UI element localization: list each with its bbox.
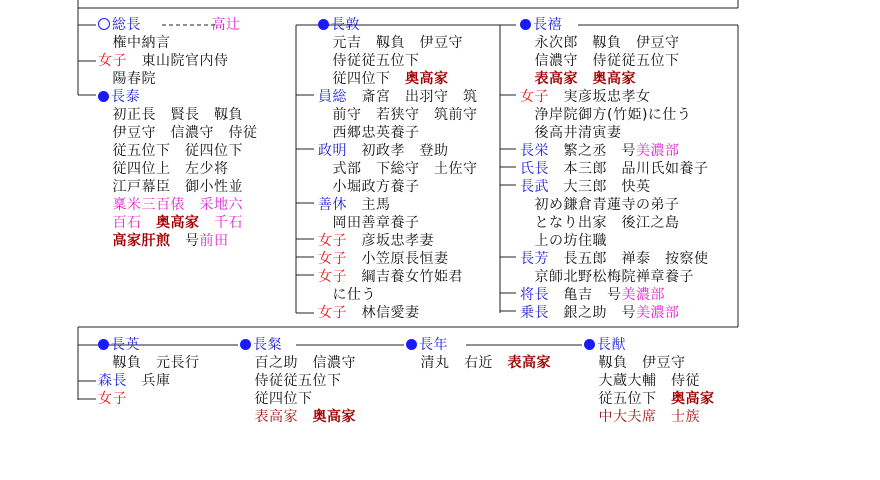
- node-text-line: [98, 124, 258, 142]
- person-name: 長粲: [253, 337, 282, 353]
- node-text: 西郷忠英養子: [318, 125, 420, 141]
- heir-dot-icon: [240, 339, 251, 350]
- node-text-line: [240, 336, 282, 354]
- node-text: 小笠原長恒妻: [347, 251, 449, 267]
- node-text: 彦坂忠孝妻: [347, 233, 434, 249]
- node-text-line: [318, 304, 420, 322]
- node-text-line: [520, 70, 636, 88]
- person-name: 長栄: [520, 143, 549, 159]
- person-name: 長年: [419, 337, 448, 353]
- node-text-line: [520, 304, 680, 322]
- node-text: に仕う: [318, 287, 376, 303]
- person-name: 長芳: [520, 251, 549, 267]
- node-text: 本三郎 品川氏如養子: [549, 161, 709, 177]
- person-name: 長泰: [111, 89, 140, 105]
- node-text: 百之助 信濃守: [240, 355, 356, 371]
- node-text-line: [584, 390, 715, 408]
- node-text: 美濃部: [621, 287, 665, 303]
- node-text: 斎宮 出羽守 筑: [347, 89, 478, 105]
- node-text: 岡田善章養子: [318, 215, 420, 231]
- node-text: 初政孝 登助: [347, 143, 449, 159]
- node-text: 浄岸院御方(竹姫)に仕う: [520, 107, 692, 123]
- person-name: 氏長: [520, 161, 549, 177]
- node-text: 京師北野松梅院禅章養子: [520, 269, 694, 285]
- person-name: 乗長: [520, 305, 549, 321]
- node-text: 銀之助 号: [549, 305, 636, 321]
- daughter-label: 女子: [318, 305, 347, 321]
- adopted-ring-icon: [98, 18, 110, 30]
- node-text: 奥高家: [405, 71, 449, 87]
- node-text-line: [98, 70, 156, 88]
- heir-dot-icon: [406, 339, 417, 350]
- node-text: 小堀政方養子: [318, 179, 420, 195]
- node-text: 大蔵大輔 侍従: [584, 373, 700, 389]
- node-text: 表高家: [240, 409, 313, 425]
- node-text: 奥高家: [671, 391, 715, 407]
- node-text: 靱負 伊豆守: [584, 355, 686, 371]
- node-text: 従五位下 従四位下: [98, 143, 243, 159]
- node-text-line: [98, 196, 243, 214]
- node-text-line: [240, 354, 356, 372]
- node-text-line: [98, 106, 243, 124]
- daughter-label: 女子: [98, 391, 127, 407]
- node-text: 江戸幕臣 御小性並: [98, 179, 243, 195]
- node-text: 前田: [199, 233, 229, 249]
- node-text: 後高井清寅妻: [520, 125, 622, 141]
- node-text-line: [98, 390, 127, 408]
- node-text-line: [318, 142, 449, 160]
- heir-dot-icon: [98, 91, 109, 102]
- node-text: 高辻: [211, 17, 241, 33]
- node-text: 千石: [199, 215, 243, 231]
- node-text-line: [98, 142, 243, 160]
- daughter-label: 女子: [318, 269, 347, 285]
- node-text: 式部 下総守 土佐守: [318, 161, 478, 177]
- node-text: 靱負 元長行: [98, 355, 200, 371]
- node-text-line: [584, 354, 686, 372]
- node-text-line: [520, 250, 709, 268]
- node-text-line: [98, 354, 200, 372]
- node-text-line: [318, 232, 434, 250]
- person-name: 長英: [111, 337, 140, 353]
- node-text: 稟米三百俵 采地六: [98, 197, 243, 213]
- heir-dot-icon: [520, 19, 531, 30]
- node-text-line: [98, 372, 171, 390]
- node-text-line: [318, 124, 420, 142]
- node-text-line: [240, 408, 356, 426]
- node-text: [141, 17, 156, 33]
- node-text-line: [98, 16, 241, 34]
- node-text: 亀吉 号: [549, 287, 622, 303]
- node-text: 奥高家: [156, 215, 200, 231]
- node-text-line: [520, 106, 691, 124]
- person-name: 森長: [98, 373, 127, 389]
- node-text: 長五郎 禅泰 按察使: [549, 251, 709, 267]
- node-text: となり出家 後江之島: [520, 215, 680, 231]
- node-text-line: [98, 34, 171, 52]
- node-text: 上の坊住職: [520, 233, 607, 249]
- node-text-line: [98, 178, 243, 196]
- node-text-line: [520, 16, 562, 34]
- node-text-line: [318, 160, 478, 178]
- node-text: 権中納言: [98, 35, 171, 51]
- node-text: 初め鎌倉青蓮寺の弟子: [520, 197, 680, 213]
- node-text-line: [520, 160, 709, 178]
- node-text: 実彦坂忠孝女: [549, 89, 651, 105]
- node-text: 兵庫: [127, 373, 171, 389]
- node-text-line: [318, 52, 420, 70]
- node-text: 美濃部: [636, 143, 680, 159]
- node-text-line: [520, 268, 694, 286]
- node-text: 従四位下: [240, 391, 313, 407]
- node-text: 従四位下: [318, 71, 405, 87]
- node-text-line: [98, 52, 229, 70]
- node-text-line: [240, 372, 342, 390]
- node-text: 従五位下: [584, 391, 671, 407]
- node-text-line: [520, 34, 680, 52]
- daughter-label: 女子: [98, 53, 127, 69]
- node-text-line: [318, 214, 420, 232]
- person-name: 長禧: [533, 17, 562, 33]
- node-text: 高家肝煎: [98, 233, 171, 249]
- node-text-line: [318, 250, 449, 268]
- node-text: 繁之丞 号: [549, 143, 636, 159]
- node-text-line: [98, 232, 229, 250]
- node-text: 侍従従五位下: [240, 373, 342, 389]
- node-text-line: [520, 124, 622, 142]
- node-text: 表高家 奥高家: [520, 71, 636, 87]
- node-text: 主馬: [347, 197, 391, 213]
- node-text-line: [520, 196, 680, 214]
- node-text: 従四位上 左少将: [98, 161, 229, 177]
- node-text-line: [584, 336, 626, 354]
- node-text: 東山院官内侍: [127, 53, 229, 69]
- node-text-line: [520, 88, 651, 106]
- node-text-line: [98, 214, 243, 232]
- node-text: 中大夫席 士族: [584, 409, 700, 425]
- node-text: 綱吉養女竹姫君: [347, 269, 463, 285]
- node-text-line: [98, 160, 229, 178]
- node-text: 奥高家: [312, 409, 356, 425]
- person-name: 長敦: [331, 17, 360, 33]
- node-text-line: [584, 408, 700, 426]
- node-text: 陽春院: [98, 71, 156, 87]
- node-text: 信濃守 侍従従五位下: [520, 53, 680, 69]
- node-text-line: [520, 214, 680, 232]
- heir-dot-icon: [318, 19, 329, 30]
- daughter-label: 女子: [318, 233, 347, 249]
- node-text-line: [240, 390, 313, 408]
- node-text-line: [98, 88, 140, 106]
- node-text-line: [318, 88, 478, 106]
- node-text: 侍従従五位下: [318, 53, 420, 69]
- node-text-line: [318, 106, 478, 124]
- node-text: 林信愛妻: [347, 305, 420, 321]
- node-text-line: [318, 178, 420, 196]
- node-text-line: [520, 286, 665, 304]
- node-text: 大三郎 快英: [549, 179, 651, 195]
- node-text: 美濃部: [636, 305, 680, 321]
- person-name: 政明: [318, 143, 347, 159]
- node-text-line: [318, 268, 463, 286]
- node-text-line: [318, 16, 360, 34]
- person-name: 将長: [520, 287, 549, 303]
- node-text: 前守 若狭守 筑前守: [318, 107, 478, 123]
- daughter-label: 女子: [520, 89, 549, 105]
- node-text: 号: [170, 233, 200, 249]
- node-text-line: [520, 178, 651, 196]
- person-name: 長猷: [597, 337, 626, 353]
- node-text-line: [520, 52, 680, 70]
- node-text: 初正長 賢長 靱負: [98, 107, 243, 123]
- node-text: 百石: [98, 215, 156, 231]
- heir-dot-icon: [98, 339, 109, 350]
- node-text: 伊豆守 信濃守 侍従: [98, 125, 258, 141]
- node-text-line: [318, 34, 463, 52]
- node-text-line: [318, 196, 391, 214]
- heir-dot-icon: [584, 339, 595, 350]
- node-text-line: [318, 286, 376, 304]
- daughter-label: 女子: [318, 251, 347, 267]
- node-text-line: [406, 336, 448, 354]
- node-text-line: [584, 372, 700, 390]
- node-text-line: [520, 232, 607, 250]
- node-text-line: [98, 336, 140, 354]
- node-text: 表高家: [507, 355, 551, 371]
- node-text: 永次郎 靱負 伊豆守: [520, 35, 680, 51]
- node-text: 清丸 右近: [406, 355, 508, 371]
- node-text: 元吉 靱負 伊豆守: [318, 35, 463, 51]
- person-name: 総長: [112, 17, 141, 33]
- node-text-line: [520, 142, 680, 160]
- node-text-line: [318, 70, 449, 88]
- person-name: 員総: [318, 89, 347, 105]
- person-name: 善休: [318, 197, 347, 213]
- node-text-line: [406, 354, 551, 372]
- person-name: 長武: [520, 179, 549, 195]
